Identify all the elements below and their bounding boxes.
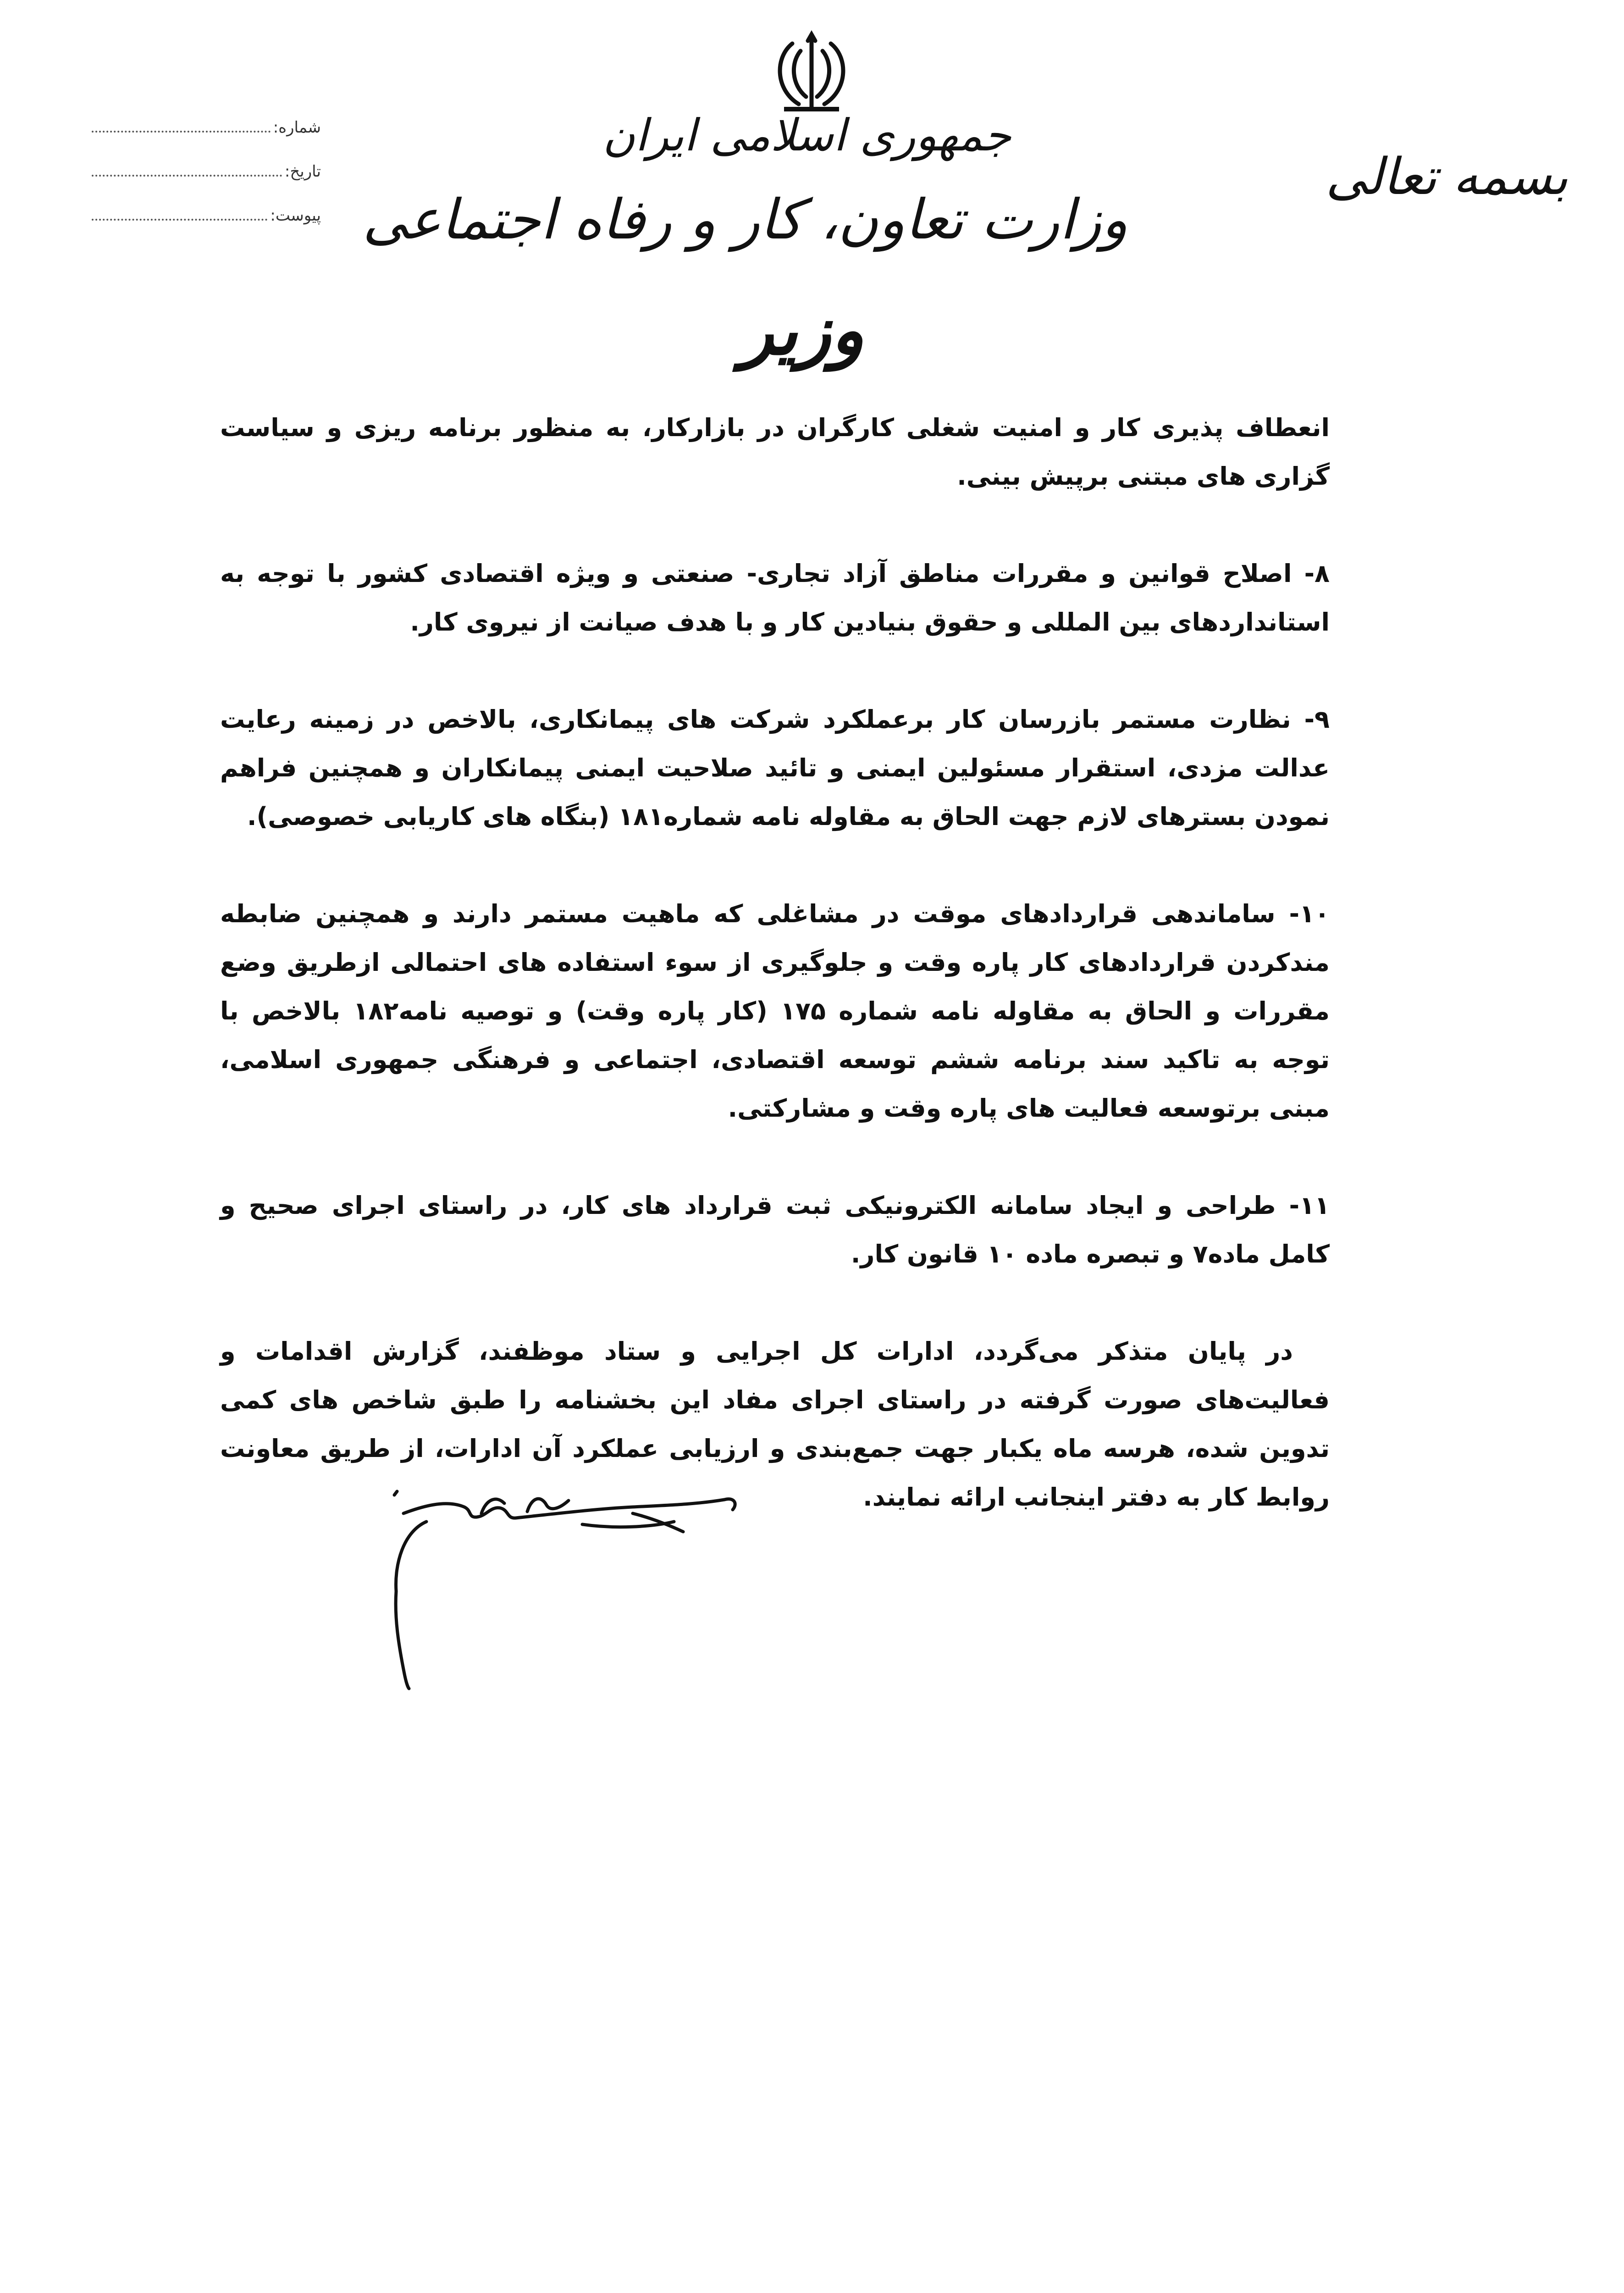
- meta-number-label: شماره:: [273, 118, 321, 137]
- body-paragraph: ۸- اصلاح قوانین و مقررات مناطق آزاد تجاری- صنعتی و ویژه اقتصادی کشور با توجه به استانداردهای بین المللی و حقوق بنیادین کار و با هدف صیانت از نیروی کار.: [220, 559, 1330, 637]
- meta-attachment-label: پیوست:: [270, 206, 321, 225]
- letter-body: [220, 404, 1330, 1570]
- body-paragraph: ۹- نظارت مستمر بازرسان کار برعملکرد شرکت های پیمانکاری، بالاخص در زمینه رعایت عدالت مزدی، استقرار مسئولین ایمنی و تائید صلاحیت ایمنی پیمانکاران و همچنین فراهم نمودن بسترهای لازم جهت الحاق به مقاوله نامه شماره۱۸۱ (بنگاه های کاریابی خصوصی).: [220, 705, 1330, 831]
- body-paragraph: در پایان متذکر می‌گردد، ادارات کل اجرایی و ستاد موظفند، گزارش اقدامات و فعالیت‌های صورت گرفته در راستای اجرای مفاد این بخشنامه را طبق شاخص های کمی تدوین شده، هرسه ماه یکبار جهت جمع‌بندی و ارزیابی عملکرد آن ادارات، از طریق معاونت روابط کار به دفتر اینجانب ارائه نمایند.: [220, 1337, 1330, 1512]
- minister-title: وزیر: [740, 290, 864, 371]
- body-paragraph: ۱۱- طراحی و ایجاد سامانه الکترونیکی ثبت قرارداد های کار، در راستای اجرای صحیح و کامل ماده۷ و تبصره ماده ۱۰ قانون کار.: [220, 1191, 1330, 1268]
- republic-title: جمهوری اسلامی ایران: [602, 110, 1011, 161]
- meta-number-line: [92, 108, 271, 133]
- meta-number-row: [92, 108, 321, 152]
- bismillah-heading: بسمه تعالی: [1326, 147, 1568, 206]
- meta-attachment-line: [92, 196, 267, 221]
- meta-attachment-row: [92, 196, 321, 240]
- ministry-title: وزارت تعاون، کار و رفاه اجتماعی: [362, 188, 1128, 252]
- meta-date-label: تاریخ:: [284, 162, 321, 181]
- body-paragraph: ۱۰- ساماندهی قراردادهای موقت در مشاغلی که ماهیت مستمر دارند و همچنین ضابطه مندکردن قراردادهای کار پاره وقت و جلوگیری از سوء استفاده های احتمالی ازطریق وضع مقررات و الحاق به مقاوله نامه شماره ۱۷۵ (کار پاره وقت) و توصیه نامه۱۸۲ بالاخص با توجه به تاکید سند برنامه ششم توسعه اقتصادی، اجتماعی و فرهنگی جمهوری اسلامی، مبنی برتوسعه فعالیت های پاره وقت و مشارکتی.: [220, 899, 1330, 1123]
- body-paragraph: انعطاف پذیری کار و امنیت شغلی کارگران در بازارکار، به منظور برنامه ریزی و سیاست گزاری های مبتنی برپیش بینی.: [220, 413, 1330, 491]
- handwritten-signature: [376, 1481, 752, 1692]
- meta-date-line: [92, 152, 282, 177]
- meta-date-row: [92, 152, 321, 196]
- letter-meta: [92, 108, 321, 240]
